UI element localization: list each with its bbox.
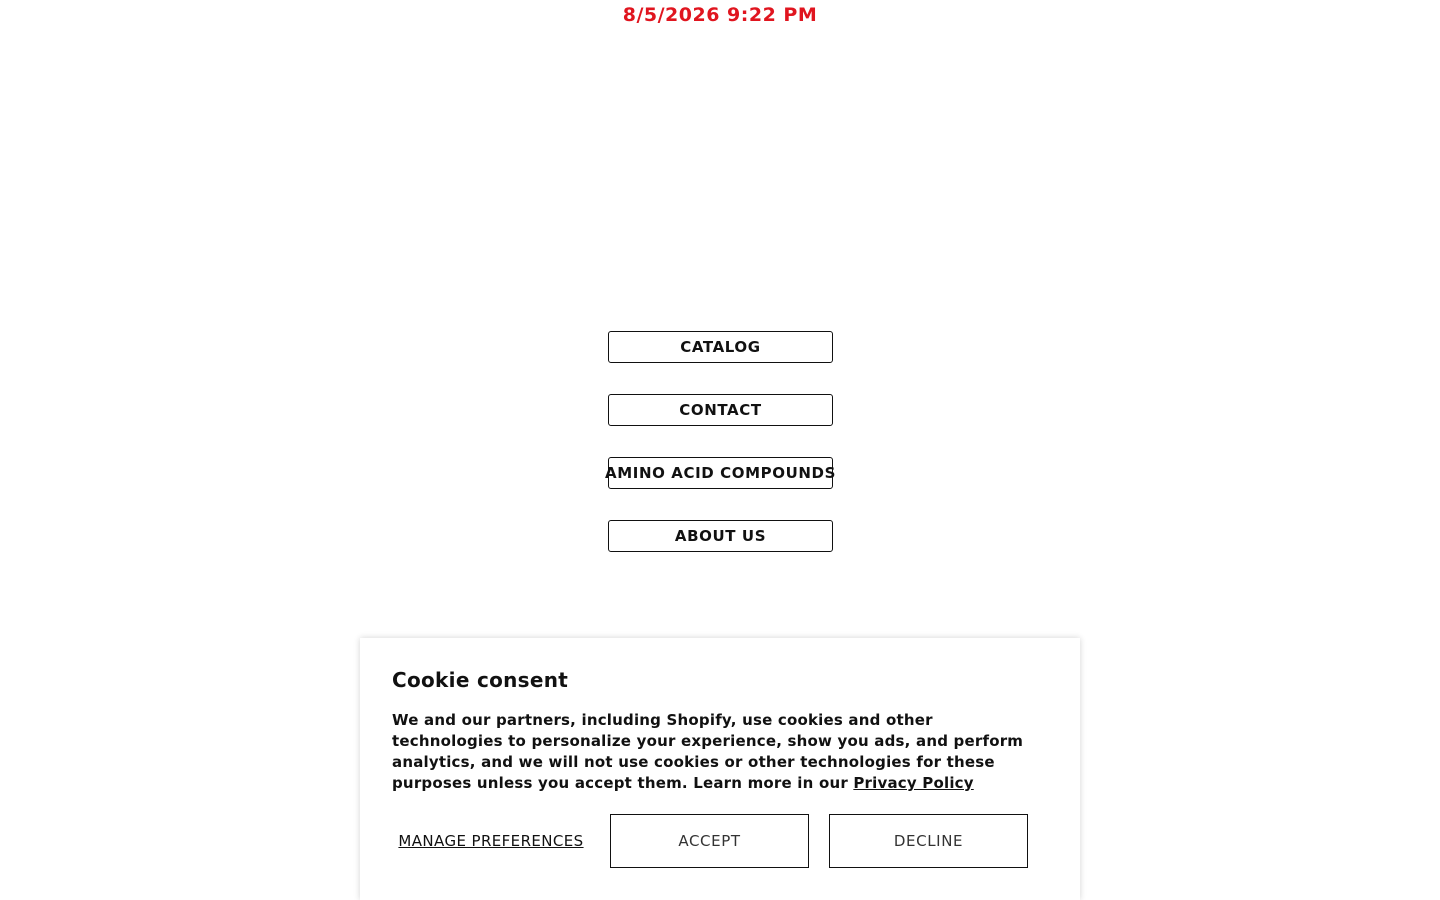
nav-amino-acid-compounds-button[interactable]: AMINO ACID COMPOUNDS xyxy=(608,457,833,489)
accept-button[interactable]: ACCEPT xyxy=(610,814,809,868)
cookie-consent-body: We and our partners, including Shopify, use cookies and other technologies to personalize your experience, show you ads, and perform analytics, and we will not use cookies or other technologies for these purposes unless you accept them. Learn more in our xyxy=(392,711,1024,792)
datetime-display: 8/5/2026 9:22 PM xyxy=(622,4,818,26)
privacy-policy-link[interactable]: Privacy Policy xyxy=(853,774,974,792)
nav-catalog-button[interactable]: CATALOG xyxy=(608,331,833,363)
main-navigation xyxy=(605,331,836,583)
decline-button[interactable]: DECLINE xyxy=(829,814,1028,868)
nav-about-us-button[interactable]: ABOUT US xyxy=(608,520,833,552)
cookie-consent-banner xyxy=(360,638,1080,900)
cookie-consent-actions xyxy=(392,814,1048,868)
cookie-consent-title: Cookie consent xyxy=(392,668,569,692)
manage-preferences-button[interactable]: MANAGE PREFERENCES xyxy=(398,831,584,850)
cookie-consent-text xyxy=(392,710,1048,794)
nav-contact-button[interactable]: CONTACT xyxy=(608,394,833,426)
